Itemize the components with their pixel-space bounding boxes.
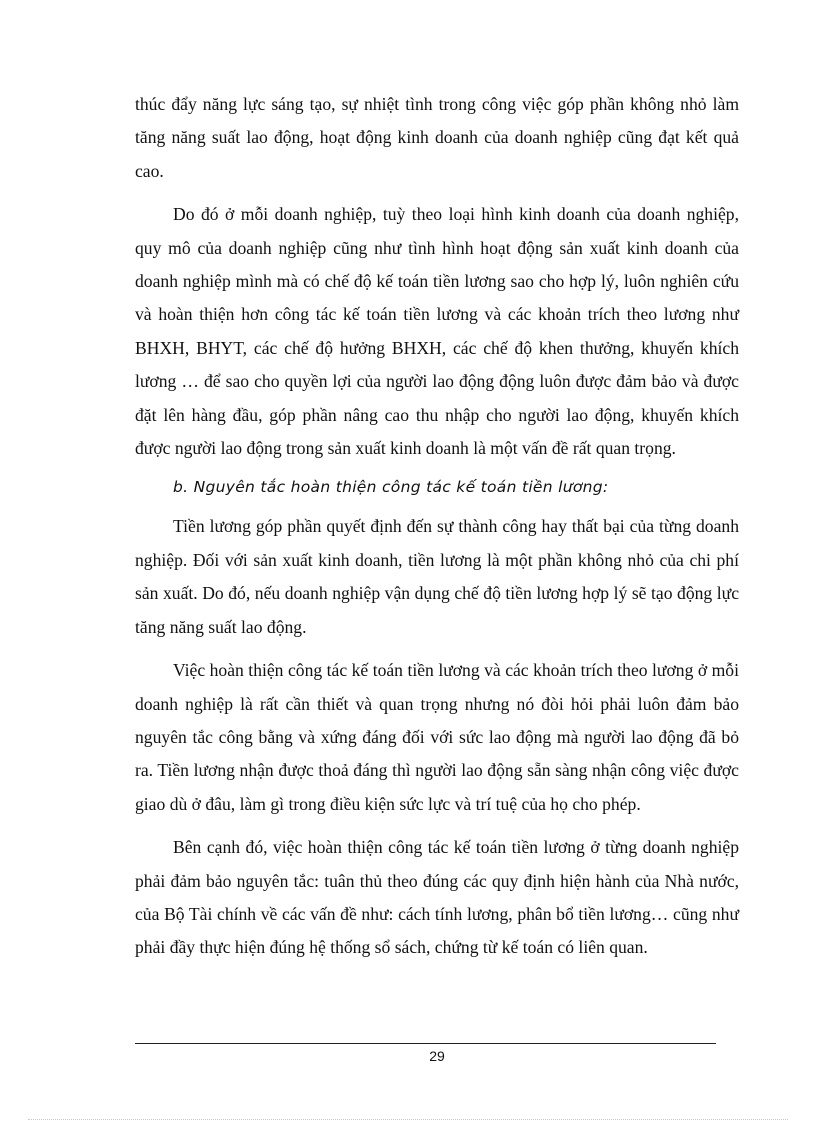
paragraph-wage-role: Tiền lương góp phần quyết định đến sự thành công hay thất bại của từng doanh nghiệp. Đối với sản xuất kinh doanh, tiền lương là một phần không nhỏ của chi phí sản xuất. Do đó, nếu doanh nghiệp vận dụng chế độ tiền lương hợp lý sẽ tạo động lực tăng năng suất lao động.	[135, 516, 739, 637]
page-body	[135, 88, 739, 965]
page-edge-divider	[28, 1119, 788, 1120]
paragraph-fairness-principle: Việc hoàn thiện công tác kế toán tiền lương và các khoản trích theo lương ở mỗi doanh nghiệp là rất cần thiết và quan trọng nhưng nó đòi hỏi phải luôn đảm bảo nguyên tắc công bằng và xứng đáng đối với sức lao động mà người lao động đã bỏ ra. Tiền lương nhận được thoả đáng thì người lao động sẵn sàng nhận công việc được giao dù ở đâu, làm gì trong điều kiện sức lực và trí tuệ của họ cho phép.	[135, 660, 739, 814]
paragraph-continuation: thúc đẩy năng lực sáng tạo, sự nhiệt tình trong công việc góp phần không nhỏ làm tăng năng suất lao động, hoạt động kinh doanh của doanh nghiệp cũng đạt kết quả cao.	[135, 94, 739, 181]
footer-divider	[135, 1043, 716, 1044]
section-heading: b. Nguyên tắc hoàn thiện công tác kế toán tiền lương:	[173, 478, 609, 497]
paragraph-compliance-principle: Bên cạnh đó, việc hoàn thiện công tác kế toán tiền lương ở từng doanh nghiệp phải đảm bảo nguyên tắc: tuân thủ theo đúng các quy định hiện hành của Nhà nước, của Bộ Tài chính về các vấn đề như: cách tính lương, phân bổ tiền lương… cũng như phải đầy thực hiện đúng hệ thống sổ sách, chứng từ kế toán có liên quan.	[135, 837, 739, 958]
paragraph-payroll-policy: Do đó ở mỗi doanh nghiệp, tuỳ theo loại hình kinh doanh của doanh nghiệp, quy mô của doanh nghiệp cũng như tình hình hoạt động sản xuất kinh doanh của doanh nghiệp mình mà có chế độ kế toán tiền lương sao cho hợp lý, luôn nghiên cứu và hoàn thiện hơn công tác kế toán tiền lương và các khoản trích theo lương như BHXH, BHYT, các chế độ hưởng BHXH, các chế độ khen thưởng, khuyến khích lương … để sao cho quyền lợi của người lao động động luôn được đảm bảo và được đặt lên hàng đầu, góp phần nâng cao thu nhập cho người lao động, khuyến khích được người lao động trong sản xuất kinh doanh là một vấn đề rất quan trọng.	[135, 204, 739, 459]
page-number: 29	[429, 1048, 445, 1064]
